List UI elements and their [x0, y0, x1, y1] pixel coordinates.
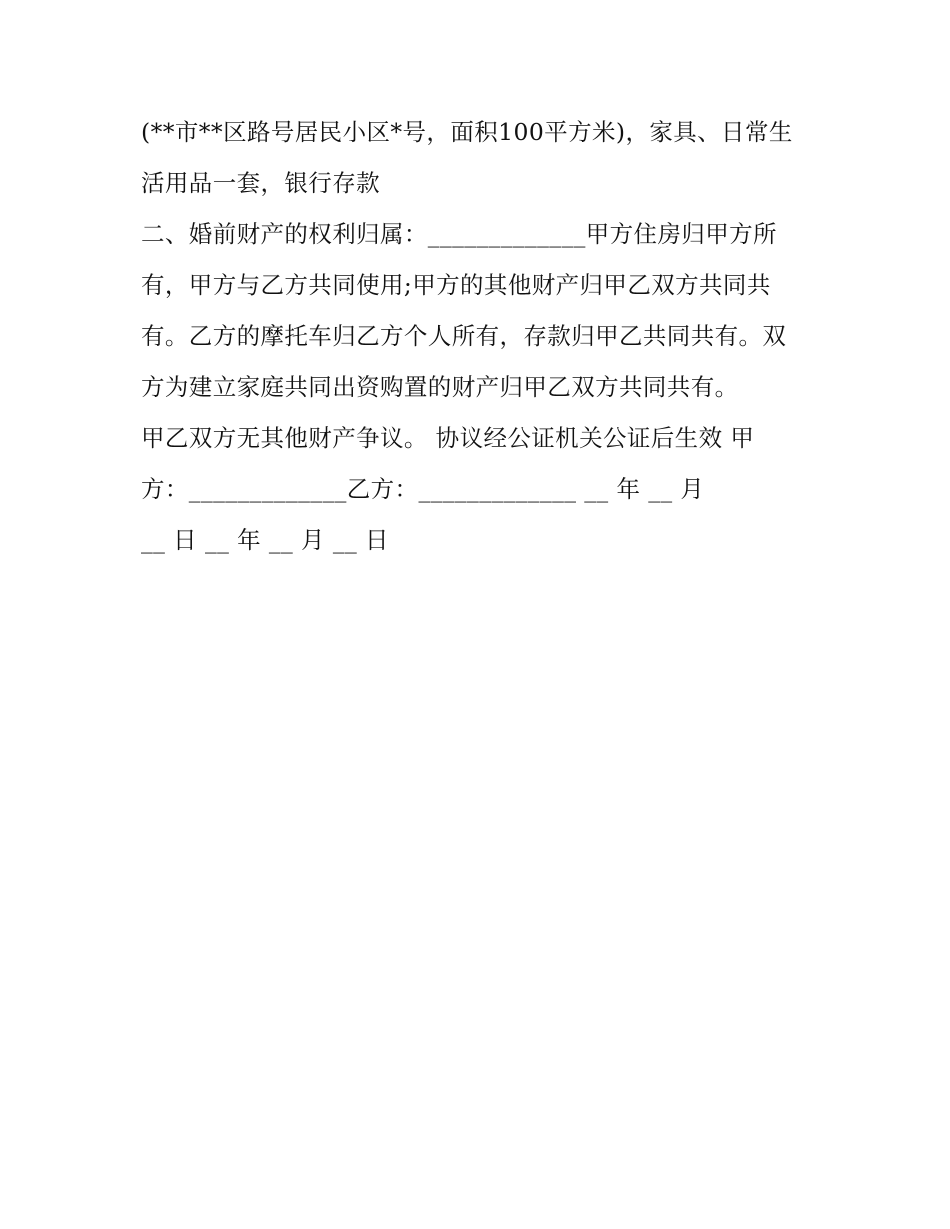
text-line-4: 有，甲方与乙方共同使用;甲方的其他财产归甲乙双方共同共 [141, 271, 771, 299]
text-line-9-date-fields: __ 日 __ 年 __ 月 __ 日 [141, 526, 389, 554]
text-line-1: (**市**区路号居民小区*号，面积100平方米)，家具、日常生 [141, 118, 793, 146]
text-line-5: 有。乙方的摩托车归乙方个人所有，存款归甲乙共同共有。双 [141, 322, 787, 350]
text-line-8-signature-fields: 方：_____________乙方：_____________ __ 年 __ 月 [141, 475, 705, 503]
agreement-body-text [141, 107, 821, 566]
text-line-2: 活用品一套，银行存款 [141, 169, 380, 197]
text-line-6: 方为建立家庭共同出资购置的财产归甲乙双方共同共有。 [141, 373, 739, 401]
text-line-3: 二、婚前财产的权利归属：_____________甲方住房归甲方所 [141, 220, 777, 248]
text-line-7: 甲乙双方无其他财产争议。 协议经公证机关公证后生效 甲 [141, 424, 755, 452]
